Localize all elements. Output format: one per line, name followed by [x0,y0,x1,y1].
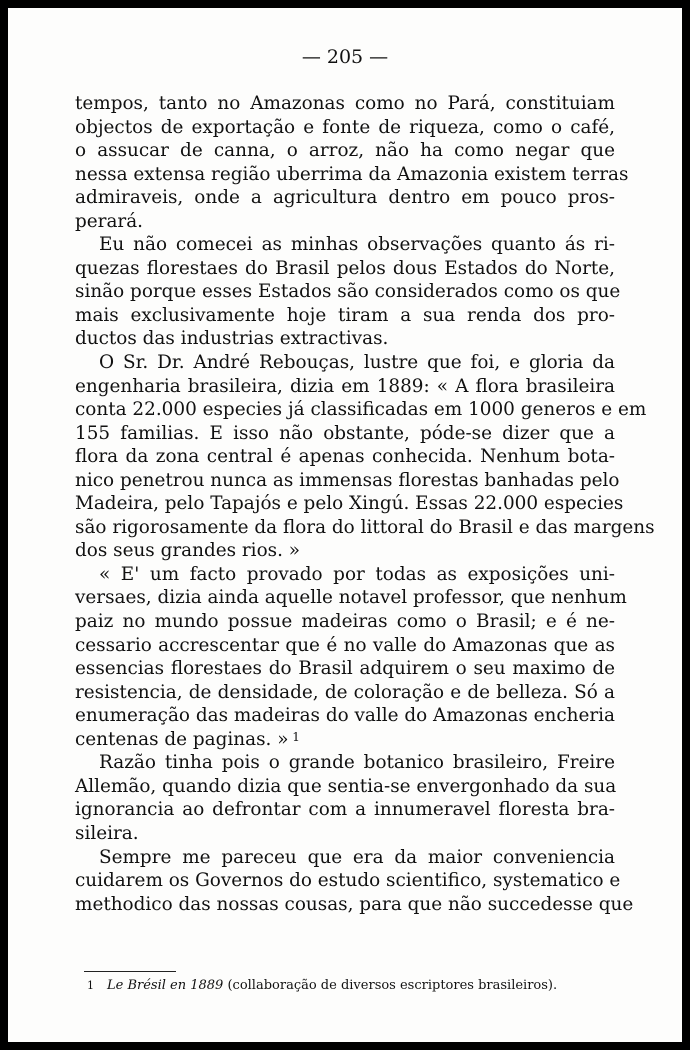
text-line: o assucar de canna, o arroz, não ha como negar que [75,140,615,162]
text-line: ignorancia ao defrontar com a innumeravel floresta bra- [75,799,615,821]
paragraph [75,846,634,917]
text-line: essencias florestaes do Brasil adquirem o seu maximo de [75,658,615,680]
footnote-title: Le Brésil en 1889 [107,978,224,993]
text-line: sileira. [75,822,139,844]
text-line: mais exclusivamente hoje tiram a sua renda dos pro- [75,304,615,326]
footnote-reference: 1 [288,729,300,744]
text-line: objectos de exportação e fonte de riqueza, como o café, [75,116,615,138]
paragraph [75,233,621,351]
text-line: conta 22.000 especies já classificadas em 1000 generos e em [75,399,647,421]
text-line: Razão tinha pois o grande botanico brasileiro, Freire [99,752,615,774]
text-line: Madeira, pelo Tapajós e pelo Xingú. Essas 22.000 especies [75,493,624,515]
paragraph [75,92,629,233]
text-line: centenas de paginas. » $^1$ [75,728,300,750]
text-line: 155 familias. E isso não obstante, póde-se dizer que a [75,422,615,444]
text-line: nico penetrou nunca as immensas florestas banhadas pelo [75,469,620,491]
footnote-separator [84,971,176,972]
text-line: Sempre me pareceu que era da maior conveniencia [99,846,615,868]
text-line: Eu não comecei as minhas observações quanto ás ri- [99,234,615,256]
page-number: — 205 — [301,46,389,68]
text-line: Allemão, quando dizia que sentia-se envergonhado da sua [75,775,617,797]
text-line: perará. [75,210,144,232]
paragraph [75,563,627,751]
text-line: cessario accrescentar que é no valle do Amazonas que as [75,634,615,656]
footnote [87,978,615,993]
footnote-text: (collaboração de diversos escriptores brasileiros). [223,978,558,993]
text-line: paiz no mundo possue madeiras como o Brasil; e é ne- [75,611,615,633]
text-line: admiraveis, onde a agricultura dentro em pouco pros- [75,187,615,209]
body-text [75,92,655,916]
text-line: tempos, tanto no Amazonas como no Pará, constituiam [75,93,615,114]
paragraph [75,351,655,563]
text-line: enumeração das madeiras do valle do Amazonas encheria [75,705,615,727]
text-line: dos seus grandes rios. » [75,540,301,562]
text-line: nessa extensa região uberrima da Amazonia existem terras [75,163,629,185]
text-line: flora da zona central é apenas conhecida. Nenhum bota- [75,446,615,468]
text-line: engenharia brasileira, dizia em 1889: « A flora brasileira [75,375,615,397]
book-page [8,8,682,1042]
text-line: ductos das industrias extractivas. [75,328,389,350]
paragraph [75,751,615,845]
text-line: O Sr. Dr. André Rebouças, lustre que foi, e gloria da [99,352,615,374]
text-line: versaes, dizia ainda aquelle notavel professor, que nenhum [75,587,627,609]
text-line: « E' um facto provado por todas as exposições uni- [99,563,615,585]
text-line: cuidarem os Governos do estudo scientifico, systematico e [75,870,621,892]
text-line: quezas florestaes do Brasil pelos dous Estados do Norte, [75,257,615,279]
text-line: são rigorosamente da flora do littoral do Brasil e das margens [75,516,655,538]
text-line: sinão porque esses Estados são considerados como os que [75,281,621,303]
footnote-number: 1 [87,979,94,992]
text-line: methodico das nossas cousas, para que não succedesse que [75,893,634,915]
text-line: resistencia, de densidade, de coloração e de belleza. Só a [75,681,615,703]
